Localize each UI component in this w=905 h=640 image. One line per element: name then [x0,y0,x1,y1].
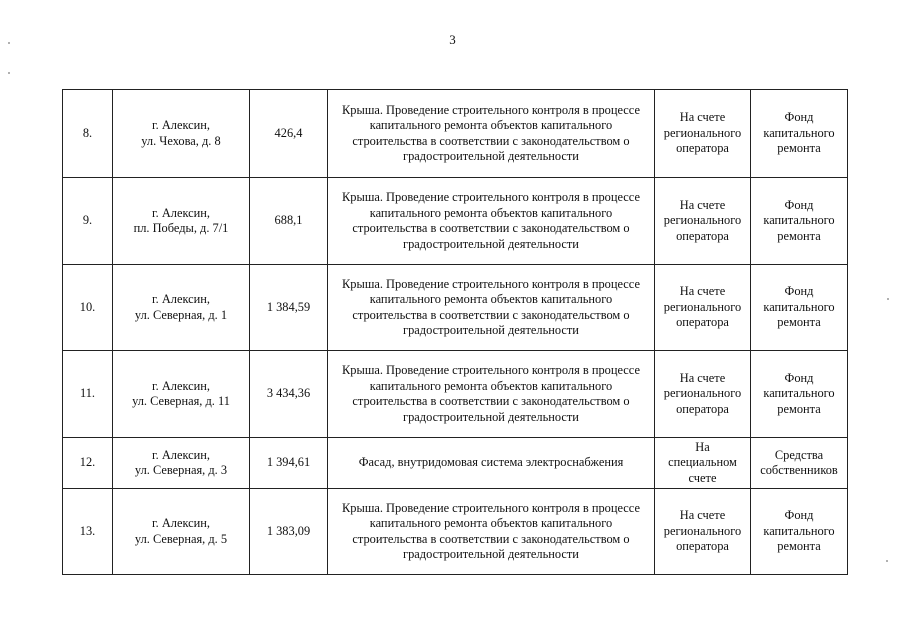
funding-source-cell [751,265,848,351]
funding-source-cell-line: Фонд [784,284,814,299]
work-type-cell [328,489,655,575]
work-type-cell-line: строительства в соответствии с законодательством о [352,221,630,235]
table-row [63,265,848,351]
work-type-cell-line: Крыша. Проведение строительного контроля в процессе [342,102,640,117]
address-cell-line: г. Алексин, [151,205,211,220]
table-body [63,90,848,575]
account-type-cell [655,351,751,438]
funding-source-cell-line: Фонд [784,370,814,385]
row-number-cell: 10. [63,265,113,351]
area-cell: 1 394,61 [250,438,328,489]
account-type-cell-line: регионального [663,213,742,228]
account-type-cell-line: оператора [676,539,729,554]
repair-schedule-table [62,89,848,575]
work-type-cell [328,265,655,351]
account-type-cell-line: На счете [679,110,726,125]
work-type-cell-line: строительства в соответствии с законодательством о [352,394,630,408]
funding-source-cell [751,438,848,489]
address-cell [113,351,250,438]
account-type-cell-line: оператора [676,401,729,416]
funding-source-cell-line: ремонта [777,141,821,156]
work-type-cell-line: градостроительной деятельности [403,409,579,424]
area-cell: 1 383,09 [250,489,328,575]
work-type-cell-line: капитального ремонта объектов капитального [369,205,613,220]
scan-speck [887,298,889,300]
account-type-cell-line: оператора [676,141,729,156]
address-cell [113,265,250,351]
address-cell [113,489,250,575]
funding-source-cell-line: ремонта [777,401,821,416]
account-type-cell-line: регионального [663,299,742,314]
area-cell: 688,1 [250,178,328,265]
page-number: 3 [449,32,456,47]
address-cell-line: ул. Чехова, д. 8 [141,133,221,148]
work-type-cell [328,90,655,178]
table-row [63,351,848,438]
account-type-cell-line: оператора [676,315,729,330]
area-cell: 3 434,36 [250,351,328,438]
account-type-cell [655,489,751,575]
address-cell-line: г. Алексин, [151,516,211,530]
funding-source-cell [751,178,848,265]
table-row [63,489,848,575]
funding-source-cell-line: ремонта [777,228,821,243]
account-type-cell [655,265,751,351]
row-number-cell: 13. [63,489,113,575]
work-type-cell-line: строительства в соответствии с законодательством о [352,531,630,546]
table-row [63,438,848,489]
scan-speck [8,72,10,74]
work-type-cell-line: капитального ремонта объектов капитального [369,378,613,393]
funding-source-cell-line: собственников [760,463,838,477]
work-type-cell-line: градостроительной деятельности [403,236,579,251]
funding-source-cell-line: Фонд [784,110,814,125]
address-cell-line: ул. Северная, д. 1 [134,307,228,322]
funding-source-cell-line: Фонд [784,197,814,212]
work-type-cell-line: строительства в соответствии с законодательством о [352,133,630,148]
funding-source-cell [751,351,848,438]
account-type-cell-line: регионального [663,386,742,401]
work-type-cell-line: строительства в соответствии с законодательством о [352,307,630,322]
funding-source-cell-line: капитального [763,523,835,538]
address-cell-line: ул. Северная, д. 3 [134,463,228,477]
account-type-cell-line: На [695,439,710,454]
funding-source-cell-line: Фонд [784,508,814,523]
account-type-cell-line: На счете [679,284,726,299]
work-type-cell-line: Крыша. Проведение строительного контроля в процессе [342,190,640,204]
scan-speck [8,42,10,44]
funding-source-cell [751,489,848,575]
work-type-cell-line: градостроительной деятельности [403,323,579,337]
work-type-cell-line: Крыша. Проведение строительного контроля в процессе [342,500,640,515]
work-type-cell-line: градостроительной деятельности [403,547,579,561]
account-type-cell [655,90,751,178]
address-cell-line: пл. Победы, д. 7/1 [133,221,229,235]
address-cell-line: г. Алексин, [151,447,211,462]
table-row [63,178,848,265]
address-cell-line: ул. Северная, д. 5 [134,531,228,546]
work-type-cell-line: капитального ремонта объектов капитального [369,516,613,530]
account-type-cell-line: регионального [663,523,742,538]
scan-speck [886,560,888,562]
row-number-cell: 12. [63,438,113,489]
address-cell [113,90,250,178]
address-cell-line: ул. Северная, д. 11 [132,394,230,408]
address-cell-line: г. Алексин, [151,378,211,393]
work-type-cell-line: капитального ремонта объектов капитального [369,292,613,306]
work-type-cell-line: градостроительной деятельности [403,149,579,163]
work-type-cell-line: капитального ремонта объектов капитального [369,118,613,132]
work-type-cell [328,438,655,489]
funding-source-cell-line: капитального [763,125,835,140]
address-cell [113,438,250,489]
account-type-cell-line: регионального [663,125,742,140]
account-type-cell [655,178,751,265]
address-cell [113,178,250,265]
account-type-cell-line: оператора [676,228,729,243]
account-type-cell-line: счете [688,470,717,485]
work-type-cell [328,351,655,438]
funding-source-cell-line: капитального [763,386,835,401]
area-cell: 1 384,59 [250,265,328,351]
address-cell-line: г. Алексин, [151,292,211,306]
row-number-cell: 8. [63,90,113,178]
funding-source-cell-line: капитального [763,299,835,314]
account-type-cell-line: На счете [679,370,726,385]
work-type-cell-line: Фасад, внутридомовая система электроснабжения [358,455,624,470]
work-type-cell-line: Крыша. Проведение строительного контроля в процессе [342,276,640,291]
funding-source-cell [751,90,848,178]
row-number-cell: 9. [63,178,113,265]
funding-source-cell-line: ремонта [777,539,821,554]
account-type-cell-line: На счете [679,197,726,212]
address-cell-line: г. Алексин, [151,118,211,132]
account-type-cell-line: специальном [668,455,737,470]
account-type-cell [655,438,751,489]
funding-source-cell-line: ремонта [777,315,821,330]
work-type-cell-line: Крыша. Проведение строительного контроля в процессе [342,363,640,377]
work-type-cell [328,178,655,265]
funding-source-cell-line: капитального [763,213,835,228]
row-number-cell: 11. [63,351,113,438]
funding-source-cell-line: Средства [774,447,824,462]
account-type-cell-line: На счете [679,508,726,523]
area-cell: 426,4 [250,90,328,178]
table-row [63,90,848,178]
